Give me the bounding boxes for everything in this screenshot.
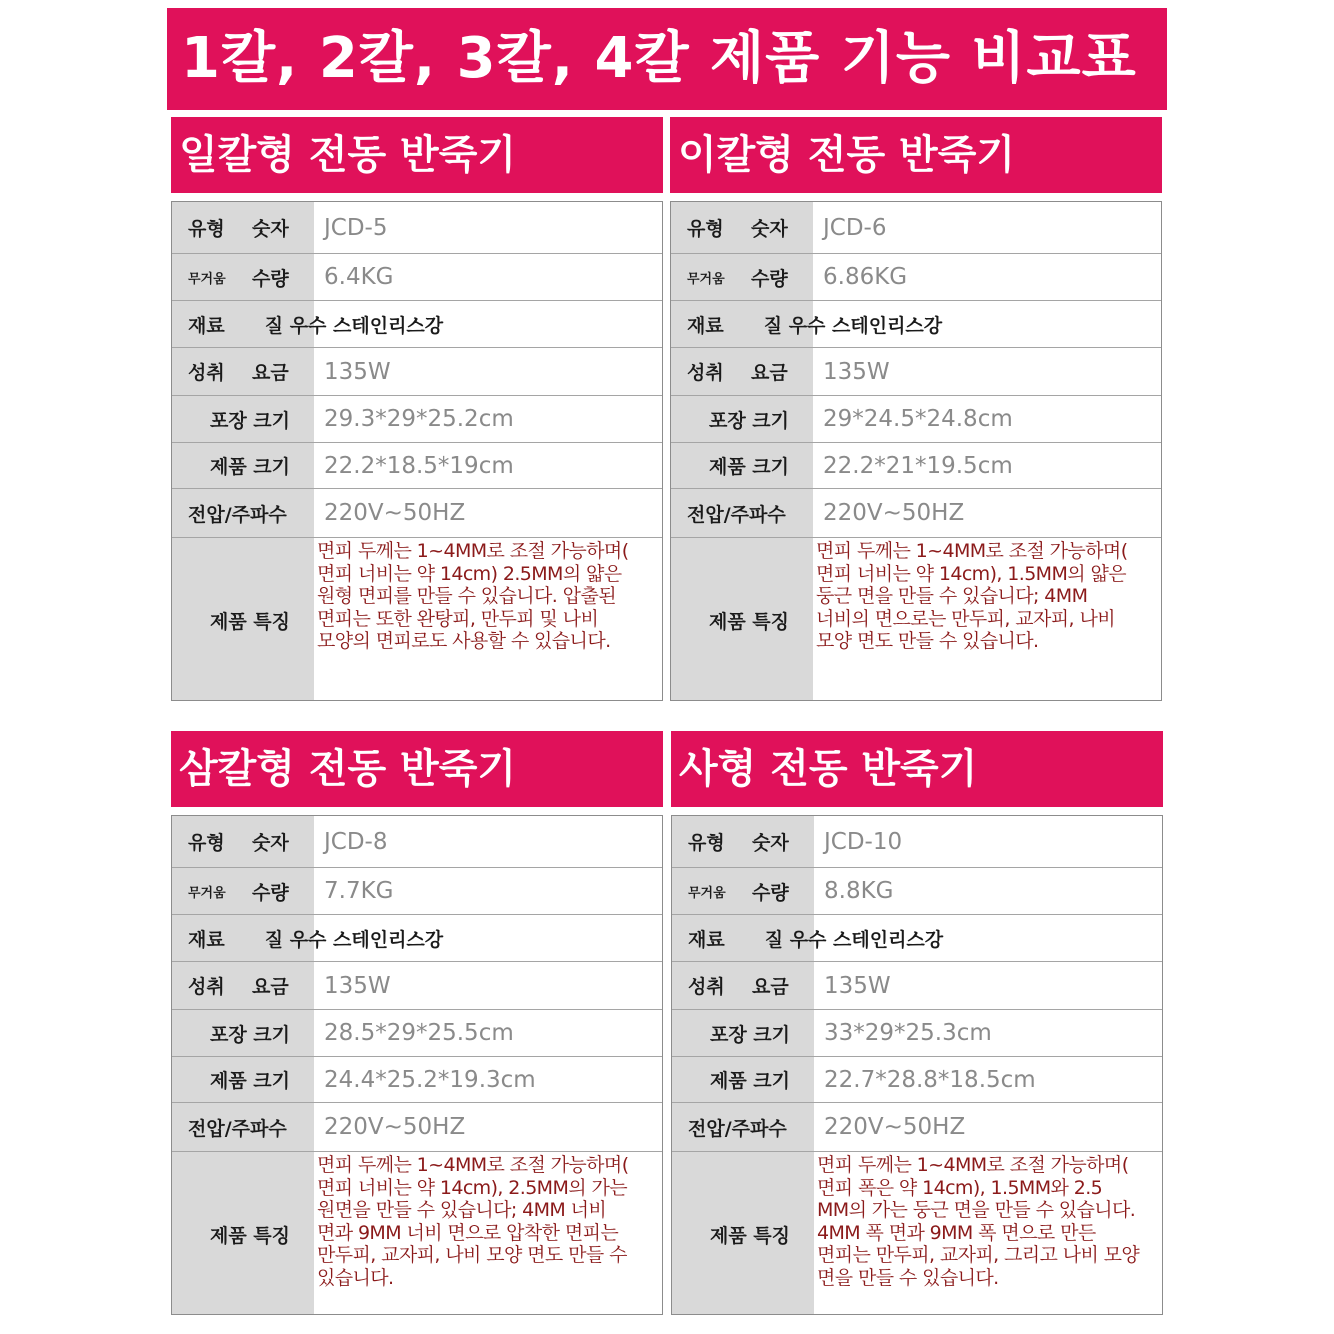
feature-line: 면피 두께는 1~4MM로 조절 가능하며( bbox=[816, 540, 1128, 562]
feature-line: 면피는 만두피, 교자피, 그리고 나비 모양 bbox=[817, 1244, 1140, 1267]
package-size-label: 포장 크기 bbox=[209, 409, 291, 432]
weight-row bbox=[172, 254, 662, 301]
product-block-2 bbox=[670, 117, 1162, 709]
package-size-row bbox=[172, 396, 662, 443]
package-size-value: 29*24.5*24.8cm bbox=[823, 406, 1013, 432]
power-label: 성취 요금 bbox=[188, 362, 289, 384]
weight-label: 무거움 수량 bbox=[188, 267, 289, 290]
product-block-4 bbox=[671, 731, 1163, 1323]
features-label: 제품 특징 bbox=[209, 1224, 291, 1247]
model-row bbox=[671, 202, 1161, 254]
product-block-1 bbox=[171, 117, 663, 709]
power-value: 135W bbox=[324, 358, 391, 385]
feature-line: 면피 너비는 약 14cm) 2.5MM의 얇은 bbox=[317, 562, 622, 585]
features-text bbox=[816, 540, 1155, 653]
feature-line: 원형 면피를 만들 수 있습니다. 압출된 bbox=[317, 585, 616, 608]
model-label: 유형 숫자 bbox=[687, 218, 788, 240]
model-row bbox=[172, 816, 662, 868]
feature-line: 모양 면도 만들 수 있습니다. bbox=[816, 630, 1039, 653]
feature-line: 둥근 면을 만들 수 있습니다; 4MM bbox=[816, 585, 1088, 608]
voltage-value: 220V~50HZ bbox=[823, 500, 965, 526]
package-size-label: 포장 크기 bbox=[709, 1023, 791, 1046]
features-label: 제품 특징 bbox=[708, 610, 790, 633]
spec-table bbox=[671, 815, 1163, 1315]
features-text bbox=[317, 540, 656, 653]
voltage-value: 220V~50HZ bbox=[324, 500, 466, 526]
spec-table bbox=[670, 201, 1162, 701]
model-value: JCD-10 bbox=[824, 828, 903, 855]
product-size-row bbox=[671, 443, 1161, 489]
model-row bbox=[172, 202, 662, 254]
package-size-value: 28.5*29*25.5cm bbox=[324, 1020, 514, 1046]
power-row bbox=[671, 348, 1161, 396]
voltage-label: 전압/주파수 bbox=[188, 503, 287, 526]
product-name: 이칼형 전동 반죽기 bbox=[670, 117, 1162, 193]
weight-row bbox=[671, 254, 1161, 301]
weight-value: 8.8KG bbox=[824, 878, 894, 904]
features-text bbox=[817, 1154, 1156, 1290]
feature-line: 면피 폭은 약 14cm), 1.5MM와 2.5 bbox=[817, 1176, 1103, 1199]
feature-line: 너비의 면으로는 만두피, 교자피, 나비 bbox=[816, 607, 1115, 630]
material-label: 재료 질 우수 스테인리스강 bbox=[687, 314, 943, 337]
power-label: 성취 요금 bbox=[188, 976, 289, 998]
power-value: 135W bbox=[823, 358, 890, 385]
model-row bbox=[672, 816, 1162, 868]
material-row bbox=[172, 301, 662, 348]
feature-line: 면피 너비는 약 14cm), 2.5MM의 가는 bbox=[317, 1176, 627, 1199]
material-label: 재료 질 우수 스테인리스강 bbox=[188, 928, 444, 951]
feature-line: 면피 두께는 1~4MM로 조절 가능하며( bbox=[317, 540, 629, 562]
weight-label: 무거움 수량 bbox=[688, 881, 789, 904]
material-row bbox=[172, 915, 662, 962]
model-value: JCD-8 bbox=[324, 828, 388, 855]
power-value: 135W bbox=[824, 972, 891, 999]
features-text bbox=[317, 1154, 656, 1290]
feature-line: 면피는 또한 완탕피, 만두피 및 나비 bbox=[317, 607, 599, 630]
material-label: 재료 질 우수 스테인리스강 bbox=[688, 928, 944, 951]
product-size-label: 제품 크기 bbox=[209, 1070, 291, 1092]
package-size-value: 29.3*29*25.2cm bbox=[324, 406, 514, 432]
feature-line: 모양의 면피로도 사용할 수 있습니다. bbox=[317, 630, 611, 653]
package-size-row bbox=[672, 1010, 1162, 1057]
power-row bbox=[172, 348, 662, 396]
product-size-row bbox=[172, 1057, 662, 1103]
weight-label: 무거움 수량 bbox=[188, 881, 289, 904]
power-row bbox=[672, 962, 1162, 1010]
features-label: 제품 특징 bbox=[209, 610, 291, 633]
voltage-label: 전압/주파수 bbox=[688, 1117, 787, 1140]
feature-line: 면을 만들 수 있습니다. bbox=[817, 1266, 999, 1289]
voltage-row bbox=[172, 489, 662, 538]
weight-value: 6.86KG bbox=[823, 264, 908, 290]
weight-value: 6.4KG bbox=[324, 264, 394, 290]
product-size-label: 제품 크기 bbox=[709, 1070, 791, 1092]
feature-line: MM의 가는 둥근 면을 만들 수 있습니다. bbox=[817, 1199, 1136, 1222]
weight-row bbox=[172, 868, 662, 915]
feature-line: 4MM 폭 면과 9MM 폭 면으로 만든 bbox=[817, 1221, 1096, 1244]
product-name: 일칼형 전동 반죽기 bbox=[171, 117, 663, 193]
weight-row bbox=[672, 868, 1162, 915]
feature-line: 면피 너비는 약 14cm), 1.5MM의 얇은 bbox=[816, 562, 1126, 585]
voltage-label: 전압/주파수 bbox=[687, 503, 786, 526]
product-name: 삼칼형 전동 반죽기 bbox=[171, 731, 663, 807]
voltage-row bbox=[671, 489, 1161, 538]
product-size-row bbox=[672, 1057, 1162, 1103]
voltage-value: 220V~50HZ bbox=[824, 1114, 966, 1140]
feature-line: 있습니다. bbox=[317, 1266, 394, 1289]
product-size-value: 22.2*21*19.5cm bbox=[823, 452, 1013, 479]
product-size-label: 제품 크기 bbox=[708, 456, 790, 478]
power-value: 135W bbox=[324, 972, 391, 999]
model-value: JCD-5 bbox=[324, 214, 388, 241]
material-row bbox=[671, 301, 1161, 348]
package-size-label: 포장 크기 bbox=[708, 409, 790, 432]
power-label: 성취 요금 bbox=[688, 976, 789, 998]
product-size-row bbox=[172, 443, 662, 489]
model-label: 유형 숫자 bbox=[688, 832, 789, 854]
voltage-label: 전압/주파수 bbox=[188, 1117, 287, 1140]
product-size-value: 22.7*28.8*18.5cm bbox=[824, 1066, 1036, 1093]
material-label: 재료 질 우수 스테인리스강 bbox=[188, 314, 444, 337]
model-value: JCD-6 bbox=[823, 214, 887, 241]
product-block-3 bbox=[171, 731, 663, 1323]
voltage-value: 220V~50HZ bbox=[324, 1114, 466, 1140]
model-label: 유형 숫자 bbox=[188, 218, 289, 240]
feature-line: 원면을 만들 수 있습니다; 4MM 너비 bbox=[317, 1199, 607, 1222]
weight-value: 7.7KG bbox=[324, 878, 394, 904]
feature-line: 만두피, 교자피, 나비 모양 면도 만들 수 bbox=[317, 1244, 627, 1267]
product-name: 사형 전동 반죽기 bbox=[671, 731, 1163, 807]
feature-line: 면피 두께는 1~4MM로 조절 가능하며( bbox=[817, 1154, 1129, 1176]
product-size-value: 24.4*25.2*19.3cm bbox=[324, 1066, 536, 1093]
spec-table bbox=[171, 201, 663, 701]
voltage-row bbox=[672, 1103, 1162, 1152]
weight-label: 무거움 수량 bbox=[687, 267, 788, 290]
features-label: 제품 특징 bbox=[709, 1224, 791, 1247]
voltage-row bbox=[172, 1103, 662, 1152]
package-size-row bbox=[172, 1010, 662, 1057]
model-label: 유형 숫자 bbox=[188, 832, 289, 854]
package-size-row bbox=[671, 396, 1161, 443]
product-size-label: 제품 크기 bbox=[209, 456, 291, 478]
power-label: 성취 요금 bbox=[687, 362, 788, 384]
package-size-label: 포장 크기 bbox=[209, 1023, 291, 1046]
package-size-value: 33*29*25.3cm bbox=[824, 1020, 992, 1046]
feature-line: 면피 두께는 1~4MM로 조절 가능하며( bbox=[317, 1154, 629, 1176]
feature-line: 면과 9MM 너비 면으로 압착한 면피는 bbox=[317, 1221, 619, 1244]
material-row bbox=[672, 915, 1162, 962]
power-row bbox=[172, 962, 662, 1010]
page-title: 1칼, 2칼, 3칼, 4칼 제품 기능 비교표 bbox=[167, 8, 1167, 110]
spec-table bbox=[171, 815, 663, 1315]
product-size-value: 22.2*18.5*19cm bbox=[324, 452, 514, 479]
